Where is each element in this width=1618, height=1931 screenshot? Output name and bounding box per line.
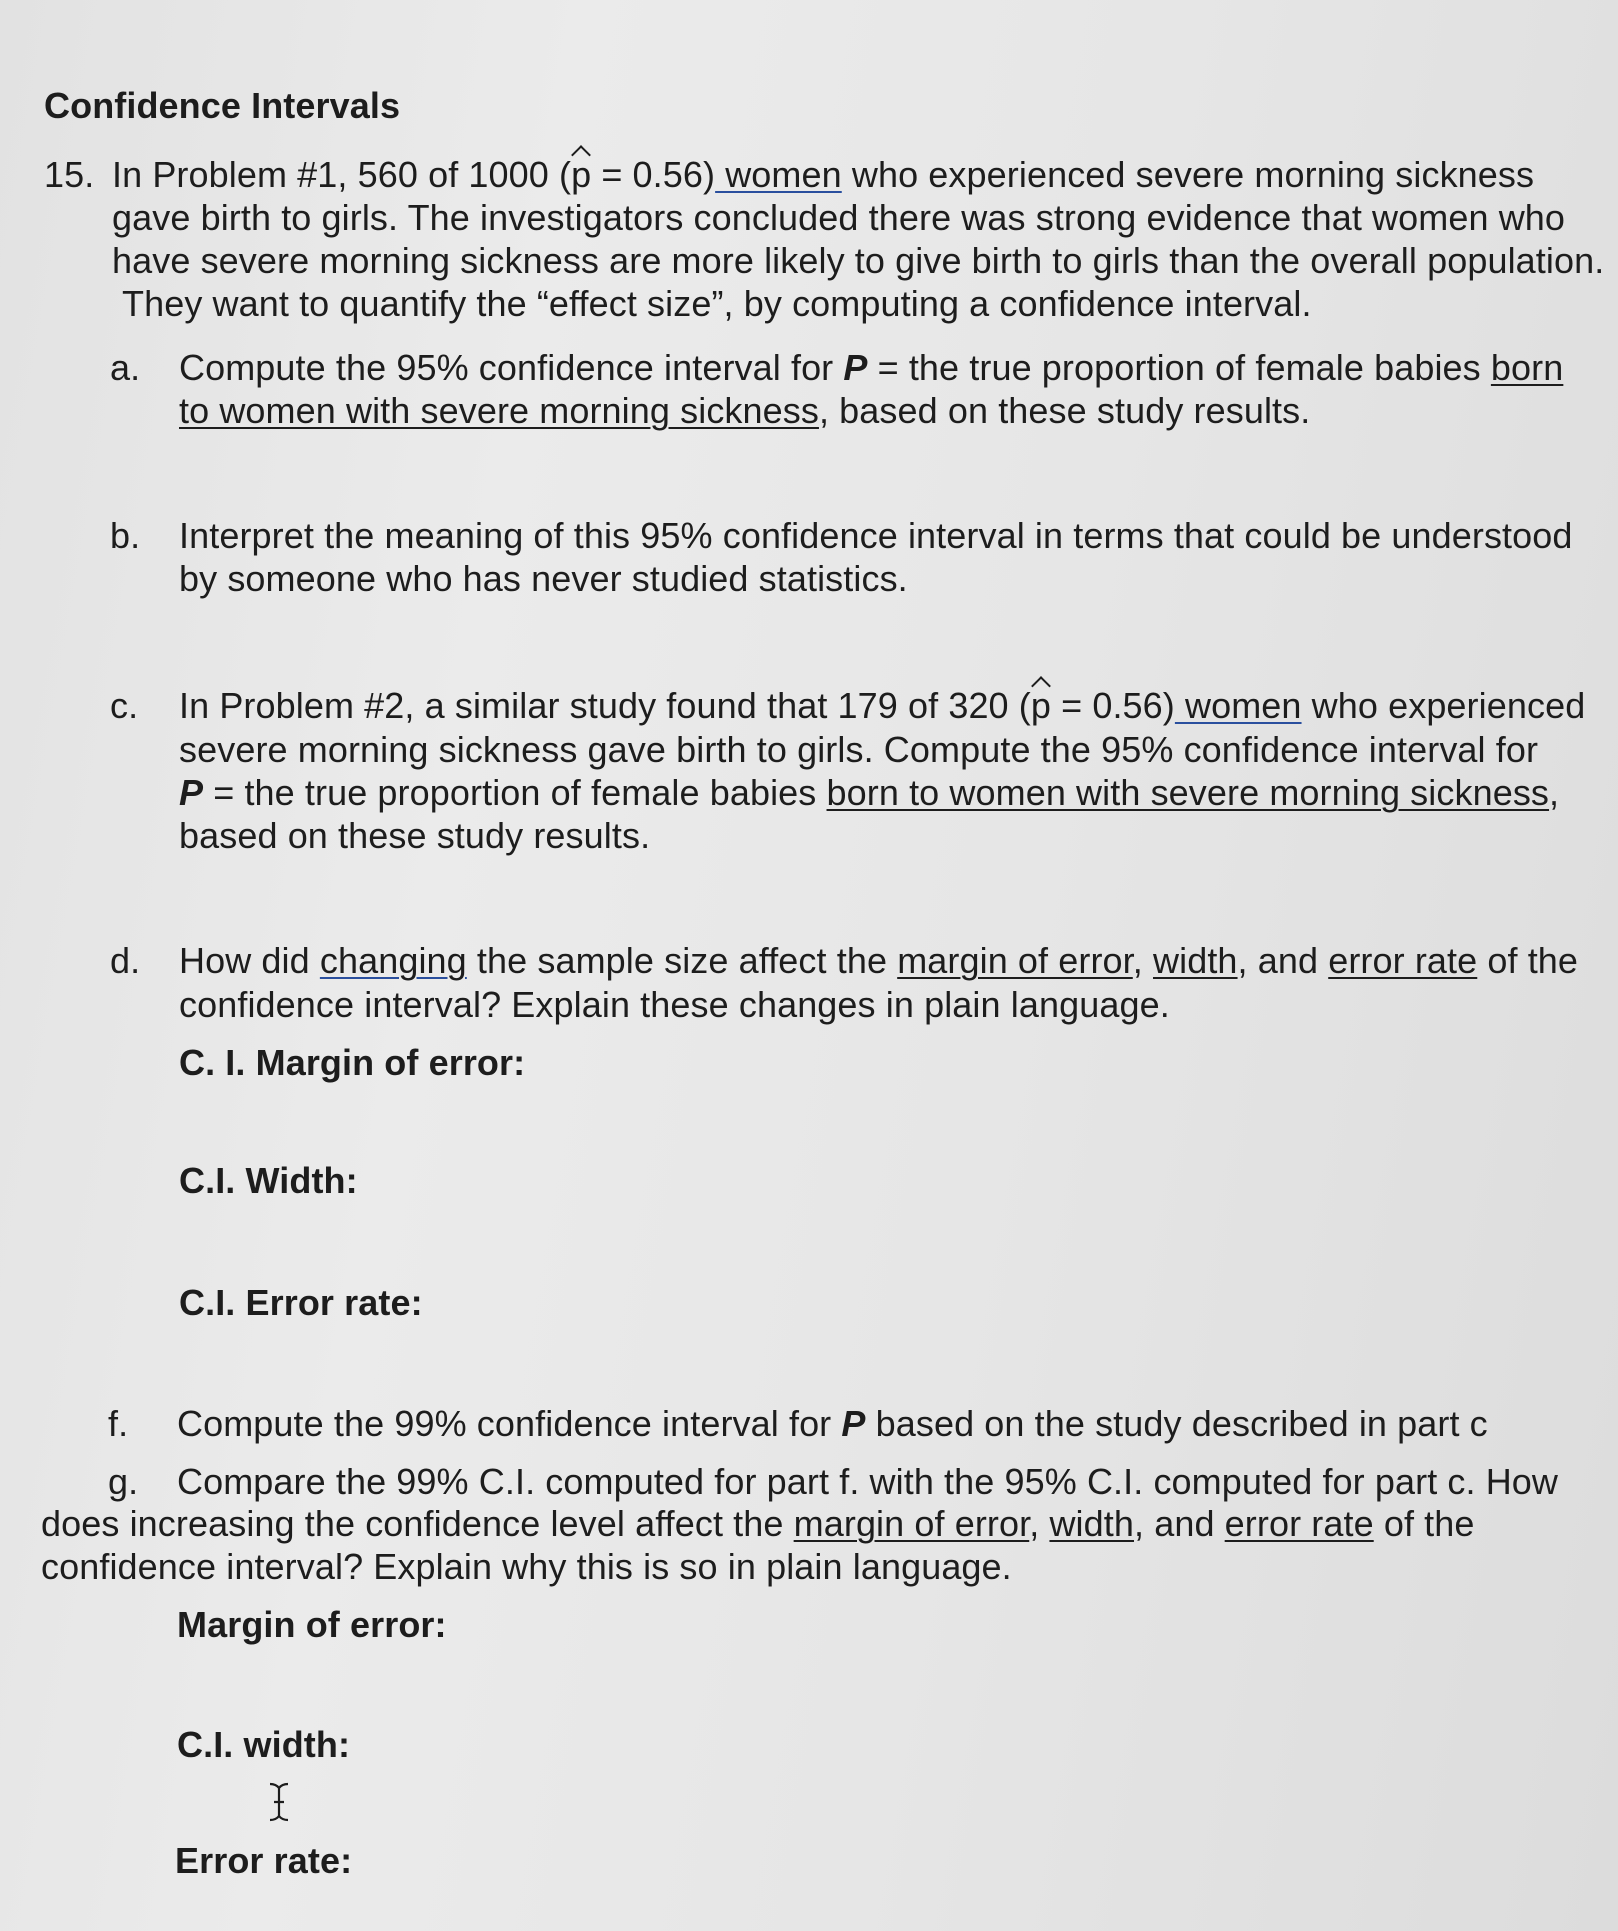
part-d-error-label: C.I. Error rate: (179, 1282, 423, 1323)
error-rate-underlined: error rate (1224, 1503, 1374, 1544)
part-d-text-3: of the (1477, 940, 1579, 981)
problem-line-1-end: who experienced severe morning sickness (841, 154, 1535, 195)
part-c-text-2: who experienced (1301, 685, 1586, 726)
part-c-text-3: = the true proportion of female babies (203, 772, 827, 813)
part-c-line-2: severe morning sickness gave birth to girls. Compute the 95% confidence interval for (179, 729, 1539, 770)
margin-of-error-underlined: margin of error (793, 1503, 1030, 1544)
part-g-text: does increasing the confidence level affect the (41, 1503, 794, 1544)
margin-of-error-underlined: margin of error (897, 940, 1133, 981)
part-g-margin-label: Margin of error: (177, 1604, 447, 1645)
section-heading: Confidence Intervals (44, 85, 401, 126)
problem-line-1-value: = 0.56) (591, 154, 716, 195)
problem-line-4: They want to quantify the “effect size”, by computing a confidence interval. (122, 283, 1312, 324)
part-d-width-label: C.I. Width: (179, 1160, 358, 1201)
part-d-text-2: the sample size affect the (466, 940, 898, 981)
problem-number: 15. (44, 154, 95, 195)
width-underlined: width (1049, 1503, 1134, 1544)
part-g-text-2: of the (1373, 1503, 1475, 1544)
part-c-value: = 0.56) (1051, 685, 1175, 726)
part-g-line-3: confidence interval? Explain why this is so in plain language. (41, 1546, 1012, 1587)
parameter-P: P (179, 772, 204, 813)
p-hat-symbol: p (571, 154, 592, 195)
part-g-width-label: C.I. width: (177, 1724, 351, 1765)
part-a-text-2: = the true proportion of female babies (867, 347, 1491, 388)
part-d-letter: d. (110, 940, 141, 981)
problem-line-2: gave birth to girls. The investigators concluded there was strong evidence that women who (112, 197, 1566, 238)
part-a-text: Compute the 95% confidence interval for (179, 347, 844, 388)
part-g-comma: , (1029, 1503, 1050, 1544)
error-rate-underlined: error rate (1328, 940, 1478, 981)
part-a-line-1 (179, 347, 1564, 388)
parameter-P: P (841, 1403, 866, 1444)
problem-line-3: have severe morning sickness are more likely to give birth to girls than the overall population. (112, 240, 1605, 281)
part-c-underlined: born to women with severe morning sickness (826, 772, 1550, 813)
part-d-comma: , (1132, 940, 1153, 981)
part-d-line-1 (179, 940, 1579, 981)
part-b-line-2: by someone who has never studied statistics. (179, 558, 908, 599)
width-underlined: width (1153, 940, 1238, 981)
part-b-letter: b. (110, 515, 141, 556)
women-underlined: women (1174, 685, 1302, 726)
part-g-letter: g. (108, 1461, 139, 1502)
part-g-and: , and (1134, 1503, 1225, 1544)
part-f-letter: f. (108, 1403, 129, 1444)
part-d-text: How did (179, 940, 320, 981)
women-underlined: women (715, 154, 842, 195)
part-c-line-4: based on these study results. (179, 815, 651, 856)
part-a-text-3: , based on these study results. (818, 390, 1311, 431)
problem-line-1 (112, 154, 1535, 195)
part-c-comma: , (1549, 772, 1560, 813)
text-cursor-icon (268, 1782, 290, 1822)
part-g-line-2 (41, 1503, 1475, 1544)
part-a-line-2 (179, 390, 1311, 431)
part-g-error-label: Error rate: (175, 1840, 353, 1881)
part-d-line-2: confidence interval? Explain these changes in plain language. (179, 984, 1170, 1025)
part-c-line-3 (179, 772, 1560, 813)
part-f-line-1 (177, 1403, 1488, 1444)
part-a-letter: a. (110, 347, 141, 388)
part-b-line-1: Interpret the meaning of this 95% confidence interval in terms that could be understood (179, 515, 1573, 556)
part-g-line-1: Compare the 99% C.I. computed for part f. with the 95% C.I. computed for part c. How (177, 1461, 1559, 1502)
changing-underlined: changing (319, 940, 467, 981)
part-f-text: Compute the 99% confidence interval for (177, 1403, 842, 1444)
part-c-text: In Problem #2, a similar study found that 179 of 320 ( (179, 685, 1031, 726)
part-c-letter: c. (110, 685, 139, 726)
part-d-margin-label: C. I. Margin of error: (179, 1042, 526, 1083)
part-a-underlined: born (1490, 347, 1564, 388)
part-a-underlined-2: to women with severe morning sickness (179, 390, 819, 431)
part-c-line-1 (179, 685, 1586, 726)
parameter-P: P (843, 347, 868, 388)
part-f-text-2: based on the study described in part c (865, 1403, 1488, 1444)
p-hat-symbol: p (1030, 685, 1051, 726)
part-d-and: , and (1237, 940, 1329, 981)
problem-line-1-text: In Problem #1, 560 of 1000 ( (112, 154, 572, 195)
